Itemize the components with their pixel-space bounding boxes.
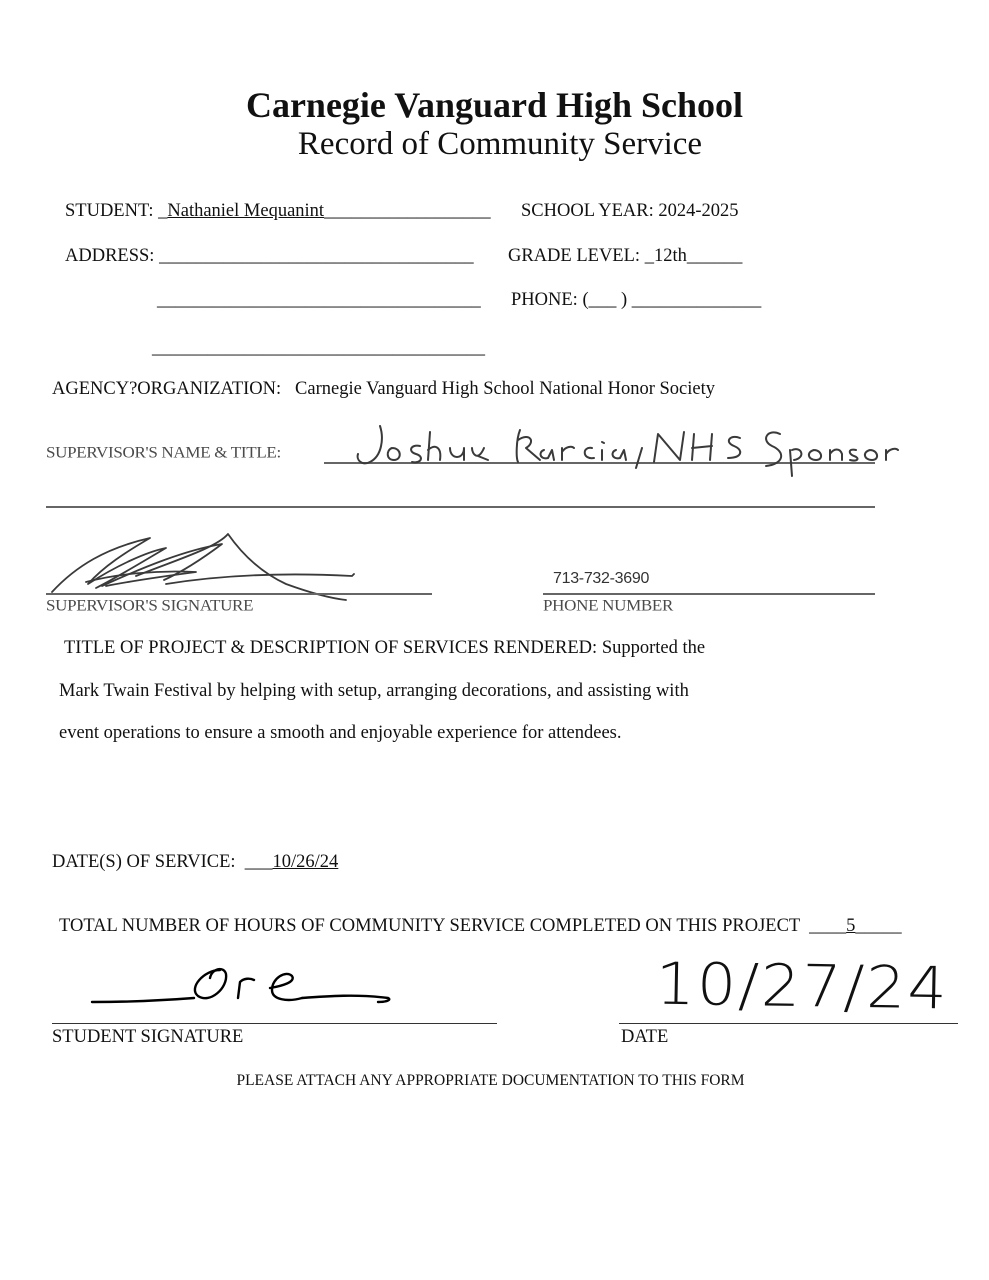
supervisor-signature-label: SUPERVISOR'S SIGNATURE [46, 596, 254, 615]
student-trail: __________________ [324, 201, 491, 221]
total-hours-suffix: _____ [855, 916, 902, 936]
date-label: DATE [621, 1027, 669, 1047]
form-title: Record of Community Service [297, 126, 703, 162]
address-line-1: __________________________________ [159, 246, 474, 266]
phone-label: PHONE: [511, 290, 578, 310]
student-row [65, 201, 491, 222]
agency-label: AGENCY?ORGANIZATION: [52, 379, 282, 399]
student-name: Nathaniel Mequanint [167, 201, 325, 221]
project-label: TITLE OF PROJECT & DESCRIPTION OF SERVICES RENDERED: [64, 638, 598, 658]
supervisor-phone-label: PHONE NUMBER [543, 596, 674, 615]
supervisor-extra-line [46, 506, 875, 508]
student-signature-image [88, 958, 398, 1010]
grade-level-row [508, 246, 742, 267]
supervisor-name-handwriting [340, 418, 900, 478]
supervisor-phone-line [543, 593, 875, 595]
total-hours-label: TOTAL NUMBER OF HOURS OF COMMUNITY SERVICE COMPLETED ON THIS PROJECT [59, 916, 800, 936]
supervisor-signature-line [46, 593, 432, 595]
project-line-1 [64, 638, 705, 659]
dates-of-service-row [52, 852, 338, 873]
school-title: Carnegie Vanguard High School [245, 85, 744, 125]
school-year-value: 2024-2025 [658, 201, 739, 221]
phone-value: (___ ) ______________ [582, 290, 762, 310]
date-line [619, 1023, 958, 1024]
total-hours-value: 5 [846, 916, 856, 936]
project-line-1-value: Supported the [601, 638, 706, 658]
project-line-3: event operations to ensure a smooth and enjoyable experience for attendees. [59, 723, 622, 743]
agency-row [52, 379, 715, 400]
address-line-3: ____________________________________ [152, 338, 485, 358]
dates-of-service-prefix: ___ [244, 852, 273, 872]
supervisor-name-label: SUPERVISOR'S NAME & TITLE: [46, 443, 281, 462]
supervisor-phone-value: 713-732-3690 [553, 570, 650, 587]
agency-value: Carnegie Vanguard High School National Honor Society [295, 379, 715, 399]
dates-of-service-value: 10/26/24 [272, 852, 339, 872]
student-prefix: _ [158, 201, 168, 221]
dates-of-service-label: DATE(S) OF SERVICE: [52, 852, 236, 872]
student-signature-line [52, 1023, 497, 1024]
footer-note: PLEASE ATTACH ANY APPROPRIATE DOCUMENTATION TO THIS FORM [236, 1072, 745, 1089]
address-line-2: ___________________________________ [157, 290, 481, 310]
school-year-row [521, 201, 739, 222]
project-line-2: Mark Twain Festival by helping with setup, arranging decorations, and assisting with [59, 681, 689, 701]
grade-level-value: _12th______ [644, 246, 743, 266]
address-row [65, 246, 474, 267]
address-label: ADDRESS: [65, 246, 155, 266]
grade-level-label: GRADE LEVEL: [508, 246, 641, 266]
total-hours-row [59, 916, 902, 937]
school-year-label: SCHOOL YEAR: [521, 201, 654, 221]
phone-row [511, 290, 761, 311]
total-hours-prefix: ____ [809, 916, 847, 936]
student-signature-label: STUDENT SIGNATURE [52, 1027, 244, 1047]
date-value: 10/27/24 [655, 949, 950, 1023]
student-label: STUDENT: [65, 201, 154, 221]
